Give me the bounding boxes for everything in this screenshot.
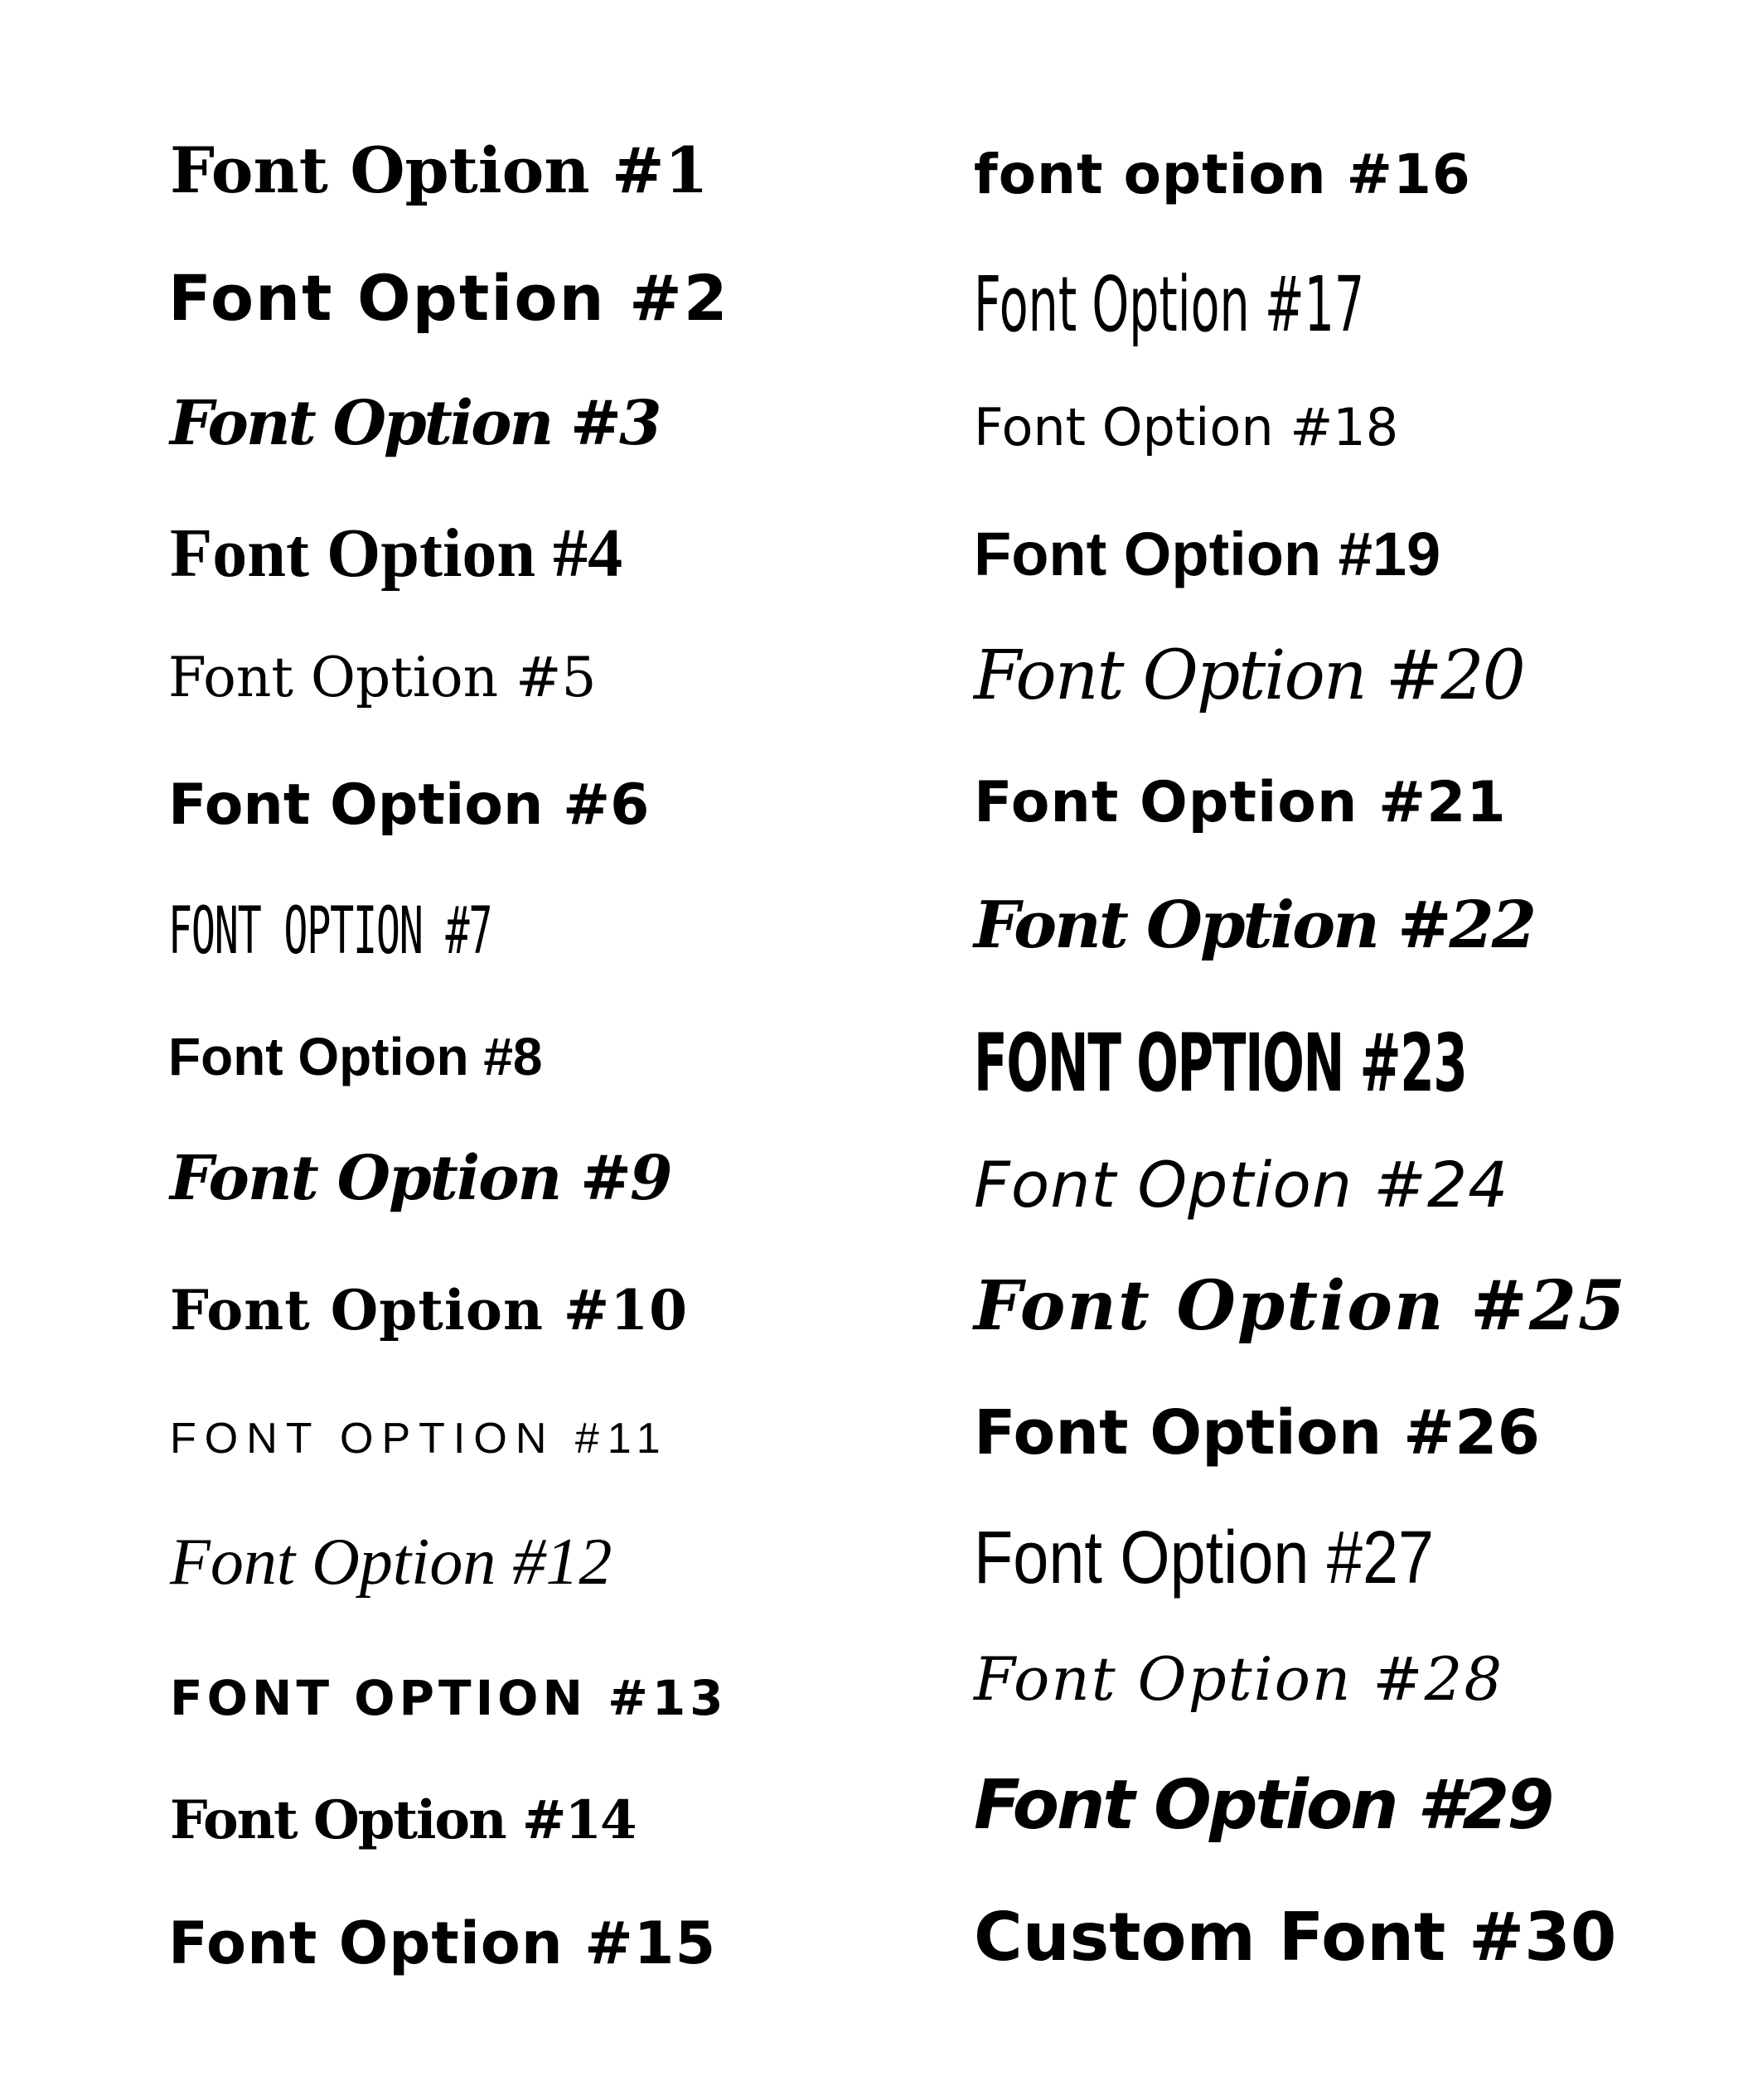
font-option-2[interactable]: Font Option #2 xyxy=(168,261,729,335)
font-option-10[interactable]: Font Option #10 xyxy=(170,1278,689,1343)
font-option-26[interactable]: Font Option #26 xyxy=(974,1397,1541,1469)
font-option-7[interactable]: FONT OPTION #7 xyxy=(168,894,492,969)
font-option-16[interactable]: font option #16 xyxy=(974,143,1471,206)
font-option-27[interactable]: Font Option #27 xyxy=(974,1517,1435,1599)
font-option-6[interactable]: Font Option #6 xyxy=(168,772,650,838)
font-option-28[interactable]: Font Option #28 xyxy=(974,1644,1504,1714)
font-option-9[interactable]: Font Option #9 xyxy=(170,1143,671,1214)
font-option-20[interactable]: Font Option #20 xyxy=(974,636,1524,715)
custom-font-30[interactable]: Custom Font #30 xyxy=(974,1899,1617,1976)
font-option-4[interactable]: Font Option #4 xyxy=(170,515,623,592)
font-option-19[interactable]: Font Option #19 xyxy=(974,520,1441,588)
font-option-18[interactable]: Font Option #18 xyxy=(974,397,1399,457)
font-list-left-column xyxy=(0,0,779,2100)
font-option-23[interactable]: FONT OPTION #23 xyxy=(974,1017,1467,1110)
font-option-15[interactable]: Font Option #15 xyxy=(168,1909,717,1977)
font-option-24[interactable]: Font Option #24 xyxy=(974,1148,1509,1222)
font-option-25[interactable]: Font Option #25 xyxy=(974,1266,1627,1346)
font-option-29[interactable]: Font Option #29 xyxy=(974,1766,1552,1845)
font-option-3[interactable]: Font Option #3 xyxy=(170,388,660,459)
font-option-21[interactable]: Font Option #21 xyxy=(974,770,1507,835)
font-option-22[interactable]: Font Option #22 xyxy=(974,888,1534,963)
font-option-5[interactable]: Font Option #5 xyxy=(168,646,597,709)
font-option-14[interactable]: Font Option #14 xyxy=(170,1789,636,1851)
font-option-12[interactable]: Font Option #12 xyxy=(170,1526,612,1599)
font-option-11[interactable]: FONT OPTION #11 xyxy=(170,1415,669,1463)
font-option-17[interactable]: Font Option #17 xyxy=(974,260,1365,349)
font-option-1[interactable]: Font Option #1 xyxy=(170,133,709,207)
font-option-13[interactable]: FONT OPTION #13 xyxy=(170,1670,728,1726)
font-list-right-column xyxy=(829,0,1627,2100)
font-option-8[interactable]: Font Option #8 xyxy=(168,1027,543,1086)
